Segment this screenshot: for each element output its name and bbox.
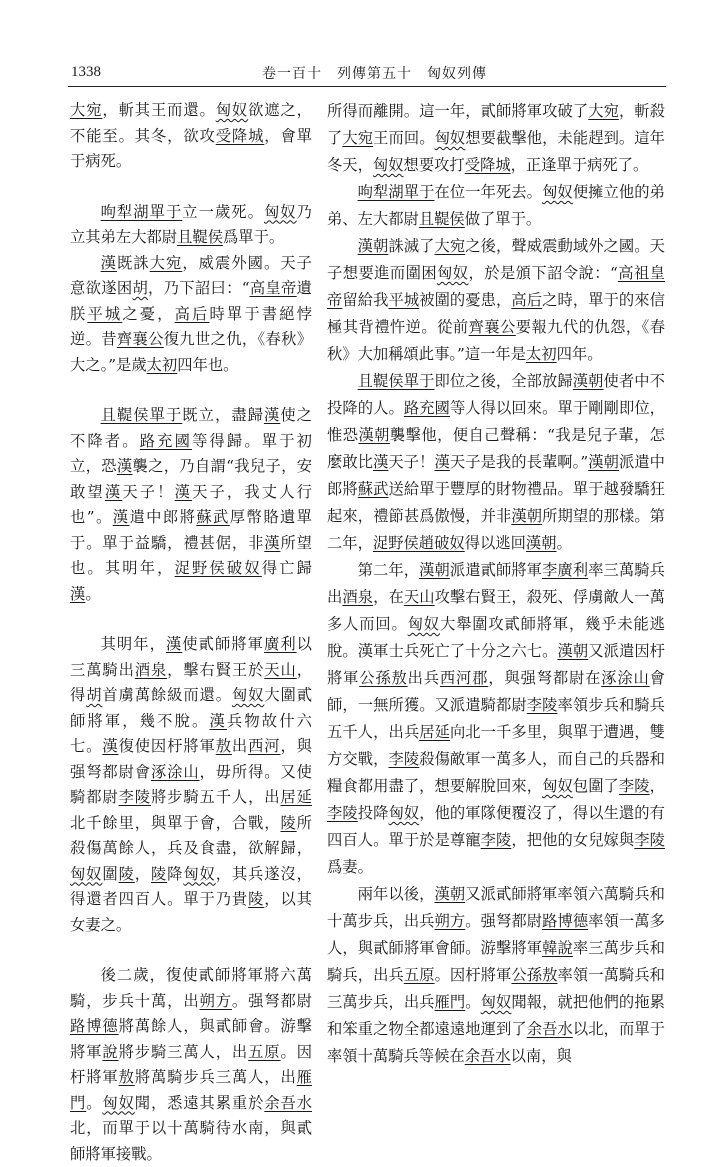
proper-noun-underlined: 余吾水 bbox=[464, 1047, 511, 1065]
proper-noun-underlined: 且鞮侯 bbox=[177, 228, 223, 246]
ethnonym-wavy-underlined: 胡 bbox=[86, 686, 103, 704]
text-run: ，在 bbox=[373, 588, 404, 606]
proper-noun-underlined: 大宛 bbox=[149, 253, 183, 272]
text-run: ，得 bbox=[70, 660, 312, 704]
paragraph-gap bbox=[70, 378, 312, 403]
ethnonym-wavy-underlined: 匈奴 bbox=[263, 202, 297, 221]
proper-noun-underlined: 漢 bbox=[112, 508, 130, 526]
ethnonym-wavy-underlined: 匈奴 bbox=[70, 864, 103, 883]
text-run: ，與强弩都尉在 bbox=[488, 669, 602, 687]
text-run: 派遣中郎將 bbox=[327, 453, 665, 498]
proper-noun-underlined: 漢朝 bbox=[357, 237, 389, 255]
text-run: 以南，與 bbox=[510, 1047, 572, 1065]
text-run: 被圍的憂患， bbox=[419, 291, 512, 309]
text-run: 之後，聲威震動域外之國。天子想要進而圍困 bbox=[327, 237, 665, 282]
proper-noun-underlined: 浞野侯破奴 bbox=[174, 559, 262, 577]
text-run: 襲之，乃自謂“我兒子，安敢望 bbox=[70, 457, 312, 501]
text-run: 得亡歸 bbox=[261, 559, 312, 577]
proper-noun-underlined: 太初 bbox=[146, 355, 178, 374]
running-title: 卷一百十 列傳第五十 匈奴列傳 bbox=[262, 66, 487, 82]
proper-noun-underlined: 酒泉 bbox=[342, 588, 374, 606]
ethnonym-wavy-underlined: 匈奴 bbox=[542, 183, 573, 201]
proper-noun-underlined: 敖 bbox=[215, 737, 232, 755]
proper-noun-underlined: 余吾水 bbox=[526, 1020, 573, 1038]
text-run: 將步騎五千人，出 bbox=[150, 788, 281, 806]
paragraph bbox=[70, 632, 312, 938]
ethnonym-wavy-underlined: 匈奴 bbox=[542, 777, 573, 795]
text-run: 出 bbox=[231, 737, 249, 755]
text-run: 之時，單于的來信極其背禮忤逆。從前 bbox=[327, 291, 665, 336]
proper-noun-underlined: 天山 bbox=[403, 588, 435, 606]
paragraph-gap bbox=[70, 175, 312, 200]
text-run: ，於是頒下詔令說：“ bbox=[468, 264, 618, 282]
proper-noun-underlined: 蘇武 bbox=[357, 480, 389, 498]
text-run: 便擁立他的弟弟、左大都尉 bbox=[327, 183, 665, 228]
proper-noun-underlined: 漢 bbox=[209, 711, 227, 730]
page-header bbox=[0, 0, 716, 92]
proper-noun-underlined: 韓說 bbox=[542, 939, 573, 957]
text-run: 殺傷敵軍一萬多人，而自己的兵器和糧食都用盡了，想要解脫回來， bbox=[327, 750, 665, 795]
proper-noun-underlined: 大宛 bbox=[342, 129, 374, 147]
paragraph bbox=[70, 403, 312, 607]
text-run: 時單于書絕悖逆。昔 bbox=[70, 304, 312, 348]
text-run: 留給我 bbox=[342, 291, 389, 309]
paragraph bbox=[327, 233, 665, 368]
text-run: 聞，悉遠其累重於 bbox=[134, 1093, 265, 1112]
proper-noun-underlined: 漢朝 bbox=[572, 372, 604, 390]
text-run: ，正逢單于病死了。 bbox=[510, 156, 649, 174]
text-run: ，他的軍隊便覆沒了，得以生還的有四百人。單于於是尊寵 bbox=[327, 804, 665, 849]
text-run: ，擊右賢王於 bbox=[167, 660, 265, 679]
text-run: 。因杅將軍 bbox=[70, 1042, 312, 1086]
proper-noun-underlined: 廣利 bbox=[263, 635, 297, 653]
text-run: 等人得以回來。單于剛剛即位，惟恐 bbox=[327, 399, 665, 444]
text-run: 率領一萬多人，與貳師將軍會師。游擊將軍 bbox=[327, 912, 665, 957]
proper-noun-underlined: 居延 bbox=[419, 723, 450, 741]
text-run: 投降 bbox=[357, 804, 389, 822]
text-run: 四年也。 bbox=[177, 355, 239, 374]
proper-noun-underlined: 漢 bbox=[373, 453, 389, 471]
paragraph-gap bbox=[70, 938, 312, 963]
ethnonym-wavy-underlined: 匈奴 bbox=[437, 264, 469, 282]
text-run: 天子，我丈人行也”。 bbox=[70, 482, 312, 526]
paragraph bbox=[70, 251, 312, 379]
proper-noun-underlined: 涿涂山 bbox=[601, 669, 650, 687]
text-run: 在位一年死去。 bbox=[434, 183, 543, 201]
text-run: 等得歸。單于初立，恐 bbox=[70, 431, 312, 475]
text-run: 又派貳師將軍率領六萬騎兵和十萬步兵，出兵 bbox=[327, 885, 665, 930]
proper-noun-underlined: 五原 bbox=[403, 966, 435, 984]
text-run: 聞報，就把他們的拖累和笨重之物全都遠遠地運到了 bbox=[327, 993, 665, 1038]
proper-noun-underlined: 五原 bbox=[248, 1042, 281, 1061]
proper-noun-underlined: 漢 bbox=[263, 406, 281, 424]
text-run: 將萬餘人，與貳師會。游擊將軍 bbox=[70, 1017, 312, 1061]
text-run: 大舉圍攻貳師將軍，幾乎未能逃脫。漢軍士兵死亡了十分之六七。 bbox=[327, 615, 665, 660]
proper-noun-underlined: 漢 bbox=[104, 482, 123, 501]
text-run: 使貳師將軍 bbox=[182, 635, 264, 653]
proper-noun-underlined: 漢 bbox=[165, 635, 183, 653]
proper-noun-underlined: 李陵 bbox=[327, 804, 358, 822]
proper-noun-underlined: 說 bbox=[102, 1042, 119, 1061]
text-run: 使者中不投降的人。 bbox=[327, 372, 665, 417]
proper-noun-underlined: 且鞮侯 bbox=[418, 210, 465, 228]
text-run: 襲擊他，便自己聲稱：“我是兒子輩，怎麼敢比 bbox=[327, 426, 665, 471]
classical-text-column bbox=[70, 98, 312, 1167]
text-run: 北千餘里，與單于會，合戰， bbox=[70, 813, 281, 832]
text-run: 率領步兵和騎兵五千人，出兵 bbox=[327, 696, 665, 741]
proper-noun-underlined: 浞野侯趙破奴 bbox=[372, 534, 465, 552]
text-run: 將步騎三萬人，出 bbox=[118, 1042, 249, 1061]
text-run: 又派遣因杅將軍 bbox=[327, 642, 665, 687]
proper-noun-underlined: 西河 bbox=[248, 737, 281, 755]
text-run: 天子是我的長輩啊。” bbox=[449, 453, 589, 471]
proper-noun-underlined: 高后 bbox=[511, 291, 543, 309]
proper-noun-underlined: 齊襄公 bbox=[116, 330, 164, 348]
proper-noun-underlined: 平城 bbox=[388, 291, 420, 309]
text-run: ，把他的女兒嫁與 bbox=[511, 831, 635, 849]
text-run: 遣中郎將 bbox=[129, 508, 197, 526]
proper-noun-underlined: 漢 bbox=[102, 737, 119, 755]
proper-noun-underlined: 漢朝 bbox=[525, 534, 557, 552]
page-number: 1338 bbox=[71, 64, 101, 80]
text-run: 復九世之仇，《春秋》大之。”是歲 bbox=[70, 330, 312, 374]
text-run: ， bbox=[649, 777, 665, 795]
paragraph bbox=[327, 368, 665, 557]
proper-noun-underlined: 公孫敖 bbox=[511, 966, 558, 984]
proper-noun-underlined: 且鞮侯單于 bbox=[357, 372, 435, 390]
text-run: 以三萬騎出 bbox=[70, 635, 312, 679]
proper-noun-underlined: 漢 bbox=[100, 253, 117, 272]
text-run: ，斬殺了 bbox=[327, 102, 665, 147]
text-run: ，乃下詔曰：“ bbox=[148, 279, 250, 297]
text-run: 天子！ bbox=[388, 453, 435, 471]
proper-noun-underlined: 路博德 bbox=[70, 1017, 119, 1035]
ethnonym-wavy-underlined: 匈奴 bbox=[102, 1093, 135, 1112]
text-run: 降 bbox=[167, 864, 184, 883]
proper-noun-underlined: 路充國 bbox=[139, 431, 193, 450]
proper-noun-underlined: 漢 bbox=[174, 482, 193, 501]
proper-noun-underlined: 陵 bbox=[248, 890, 265, 908]
text-run: 欲遮之，不能至。其冬，欲攻 bbox=[70, 101, 312, 145]
text-run: 要報九代的仇怨，《春秋》大加稱頌此事。”這一年是 bbox=[327, 318, 665, 363]
proper-noun-underlined: 受降城 bbox=[464, 156, 511, 174]
text-run: 既立，盡歸 bbox=[182, 406, 264, 424]
proper-noun-underlined: 漢朝 bbox=[557, 642, 589, 660]
text-run: 。 bbox=[465, 993, 481, 1011]
text-run: 爲單于。 bbox=[223, 228, 285, 246]
paragraph bbox=[70, 200, 312, 251]
text-run: 即位之後，全部放歸 bbox=[434, 372, 573, 390]
text-run: 所期望的那樣。第二年， bbox=[327, 507, 665, 552]
proper-noun-underlined: 李陵 bbox=[480, 831, 512, 849]
text-run: 向北一千多里，與單于遭遇，雙方交戰， bbox=[327, 723, 665, 768]
text-run: 攻擊右賢王，殺死、俘虜敵人一萬多人而回。 bbox=[327, 588, 665, 633]
ethnonym-wavy-underlined: 匈奴 bbox=[215, 101, 249, 119]
text-run: 之憂， bbox=[122, 304, 175, 323]
text-run: 爲妻。 bbox=[327, 858, 373, 876]
proper-noun-underlined: 漢朝 bbox=[588, 453, 619, 471]
text-run: 。 bbox=[556, 534, 572, 552]
proper-noun-underlined: 高祖皇帝 bbox=[327, 264, 665, 309]
paragraph bbox=[70, 98, 312, 175]
proper-noun-underlined: 呴犁湖單于 bbox=[357, 183, 435, 201]
text-run: 將萬騎步兵三萬人，出 bbox=[134, 1068, 297, 1086]
paragraph-gap bbox=[70, 607, 312, 632]
text-run: 乃立其弟左大都尉 bbox=[70, 202, 312, 246]
proper-noun-underlined: 李陵 bbox=[618, 777, 650, 795]
ethnonym-wavy-underlined: 匈奴 bbox=[434, 129, 466, 147]
proper-noun-underlined: 大宛 bbox=[588, 102, 619, 120]
proper-noun-underlined: 李陵 bbox=[388, 750, 420, 768]
proper-noun-underlined: 敖 bbox=[118, 1068, 135, 1086]
text-run: 派遣貳師將軍 bbox=[449, 561, 543, 579]
proper-noun-underlined: 漢朝 bbox=[511, 507, 543, 525]
text-run: ，其兵遂沒，得還者四百人。單于乃貴 bbox=[70, 864, 312, 908]
text-run: 圍 bbox=[102, 864, 119, 883]
paragraph bbox=[70, 963, 312, 1167]
text-run: 後二歲，復使貳師將軍將六萬騎，步兵十萬，出 bbox=[70, 966, 312, 1010]
text-run: ，斬其王而還。 bbox=[102, 101, 216, 119]
ethnonym-wavy-underlined: 匈奴 bbox=[372, 156, 404, 174]
header-rule bbox=[68, 86, 666, 87]
text-run: 首虜萬餘級而還。 bbox=[102, 686, 232, 704]
proper-noun-underlined: 高皇帝 bbox=[249, 279, 297, 297]
text-run: 大圍貳師將軍，幾不脫。 bbox=[70, 686, 312, 730]
text-run: 第二年， bbox=[357, 561, 420, 579]
text-run: 所殺傷萬餘人，兵及食盡，欲解歸， bbox=[70, 813, 312, 857]
text-run: 做了單于。 bbox=[464, 210, 542, 228]
text-run: 王而回。 bbox=[373, 129, 435, 147]
text-run: ，以其女妻之。 bbox=[70, 890, 312, 934]
text-run: 兩年以後， bbox=[357, 885, 435, 903]
text-run: 。 bbox=[85, 584, 101, 603]
text-run: 其明年， bbox=[100, 635, 166, 653]
text-run: 想要截擊他，未能趕到。這年冬天， bbox=[327, 129, 665, 174]
ethnonym-wavy-underlined: 匈奴 bbox=[480, 993, 512, 1011]
ethnonym-wavy-underlined: 匈奴 bbox=[183, 864, 216, 883]
text-run: 送給單于豐厚的財物禮品。單于越發驕狂起來，禮節甚爲傲慢，并非 bbox=[327, 480, 665, 525]
proper-noun-underlined: 呴犁湖單于 bbox=[100, 202, 183, 221]
text-run: 使之不降者。 bbox=[70, 406, 312, 450]
text-run: 復使因杅將軍 bbox=[118, 737, 216, 755]
paragraph bbox=[327, 179, 665, 233]
proper-noun-underlined: 公孫敖 bbox=[359, 669, 408, 687]
text-run: 。强弩都尉 bbox=[465, 912, 543, 930]
translation-column bbox=[327, 98, 665, 1070]
proper-noun-underlined: 漢 bbox=[434, 453, 450, 471]
proper-noun-underlined: 高后 bbox=[174, 304, 210, 323]
proper-noun-underlined: 大宛 bbox=[70, 101, 103, 119]
proper-noun-underlined: 李陵 bbox=[526, 696, 558, 714]
proper-noun-underlined: 漢朝 bbox=[419, 561, 450, 579]
text-run: 既誅 bbox=[116, 253, 150, 272]
proper-noun-underlined: 齊襄公 bbox=[468, 318, 516, 336]
text-run: 率三萬騎兵出 bbox=[327, 561, 665, 606]
text-run: ，會單于病死。 bbox=[70, 126, 312, 170]
text-run: 遺朕 bbox=[70, 279, 312, 323]
proper-noun-underlined: 太初 bbox=[526, 345, 557, 363]
proper-noun-underlined: 陵 bbox=[118, 864, 135, 883]
text-run: 誅滅了 bbox=[388, 237, 435, 255]
proper-noun-underlined: 漢 bbox=[116, 457, 133, 475]
ethnonym-wavy-underlined: 匈奴 bbox=[388, 804, 420, 822]
text-run: 厚幣賂遺單于。單于益驕，禮甚倨，非 bbox=[70, 508, 312, 552]
text-run: ，威震外國。天子意欲遂困 bbox=[70, 253, 312, 297]
proper-noun-underlined: 李陵 bbox=[118, 788, 151, 806]
text-run: 天子！ bbox=[122, 482, 175, 501]
text-run: 四年。 bbox=[556, 345, 603, 363]
text-run: 北，而單于以十萬騎待水南，與貳師將軍接戰。 bbox=[70, 1119, 312, 1163]
text-run: ，毋所得。又使騎都尉 bbox=[70, 762, 312, 806]
proper-noun-underlined: 雁門 bbox=[434, 993, 466, 1011]
proper-noun-underlined: 蘇武 bbox=[196, 508, 230, 526]
proper-noun-underlined: 余吾水 bbox=[264, 1093, 312, 1112]
paragraph bbox=[327, 98, 665, 179]
text-run: ，與强弩都尉會 bbox=[70, 737, 312, 781]
text-run: ， bbox=[134, 864, 151, 883]
proper-noun-underlined: 朔方 bbox=[199, 991, 232, 1010]
ethnonym-wavy-underlined: 胡 bbox=[132, 279, 149, 297]
paragraph bbox=[327, 881, 665, 1070]
text-run: 得以逃回 bbox=[464, 534, 526, 552]
proper-noun-underlined: 漢 bbox=[264, 533, 281, 552]
proper-noun-underlined: 路充國 bbox=[403, 399, 450, 417]
text-run: 率領一萬騎兵和三萬步兵，出兵 bbox=[327, 966, 665, 1011]
proper-noun-underlined: 陵 bbox=[280, 813, 297, 832]
text-run: 想要攻打 bbox=[403, 156, 465, 174]
text-run: 會師，一無所獲。又派遣騎都尉 bbox=[327, 669, 665, 714]
proper-noun-underlined: 漢 bbox=[70, 584, 86, 603]
proper-noun-underlined: 路博德 bbox=[542, 912, 589, 930]
proper-noun-underlined: 大宛 bbox=[434, 237, 466, 255]
proper-noun-underlined: 居延 bbox=[280, 788, 312, 806]
proper-noun-underlined: 漢朝 bbox=[358, 426, 390, 444]
ethnonym-wavy-underlined: 匈奴 bbox=[407, 615, 440, 633]
text-run: 。因杅將軍 bbox=[434, 966, 512, 984]
proper-noun-underlined: 酒泉 bbox=[134, 660, 168, 679]
proper-noun-underlined: 平城 bbox=[87, 304, 123, 323]
text-run: 。强弩都尉 bbox=[231, 991, 312, 1010]
text-run: 出兵 bbox=[407, 669, 440, 687]
proper-noun-underlined: 雁門 bbox=[70, 1068, 312, 1112]
paragraph bbox=[327, 557, 665, 881]
proper-noun-underlined: 且鞮侯單于 bbox=[100, 406, 183, 424]
proper-noun-underlined: 天山 bbox=[264, 660, 297, 679]
proper-noun-underlined: 受降城 bbox=[215, 126, 265, 145]
proper-noun-underlined: 陵 bbox=[150, 864, 168, 883]
proper-noun-underlined: 漢朝 bbox=[434, 885, 466, 903]
proper-noun-underlined: 涿涂山 bbox=[150, 762, 200, 781]
proper-noun-underlined: 西河郡 bbox=[439, 669, 489, 687]
text-run: 包圍了 bbox=[572, 777, 619, 795]
text-run: 率三萬步兵和騎兵，出兵 bbox=[327, 939, 665, 984]
ethnonym-wavy-underlined: 匈奴 bbox=[231, 686, 265, 704]
text-run: 所得而離開。這一年，貳師將軍攻破了 bbox=[327, 102, 589, 120]
text-run: 以北，而單于率領十萬騎兵等候在 bbox=[327, 1020, 665, 1065]
text-run: 立一歲死。 bbox=[182, 202, 264, 221]
text-run: 。 bbox=[86, 1093, 103, 1112]
proper-noun-underlined: 朔方 bbox=[434, 912, 466, 930]
text-run: 所望也。其明年， bbox=[70, 533, 312, 577]
proper-noun-underlined: 李廣利 bbox=[542, 561, 589, 579]
text-run: 兵物故什六七。 bbox=[70, 711, 312, 755]
proper-noun-underlined: 李陵 bbox=[634, 831, 665, 849]
